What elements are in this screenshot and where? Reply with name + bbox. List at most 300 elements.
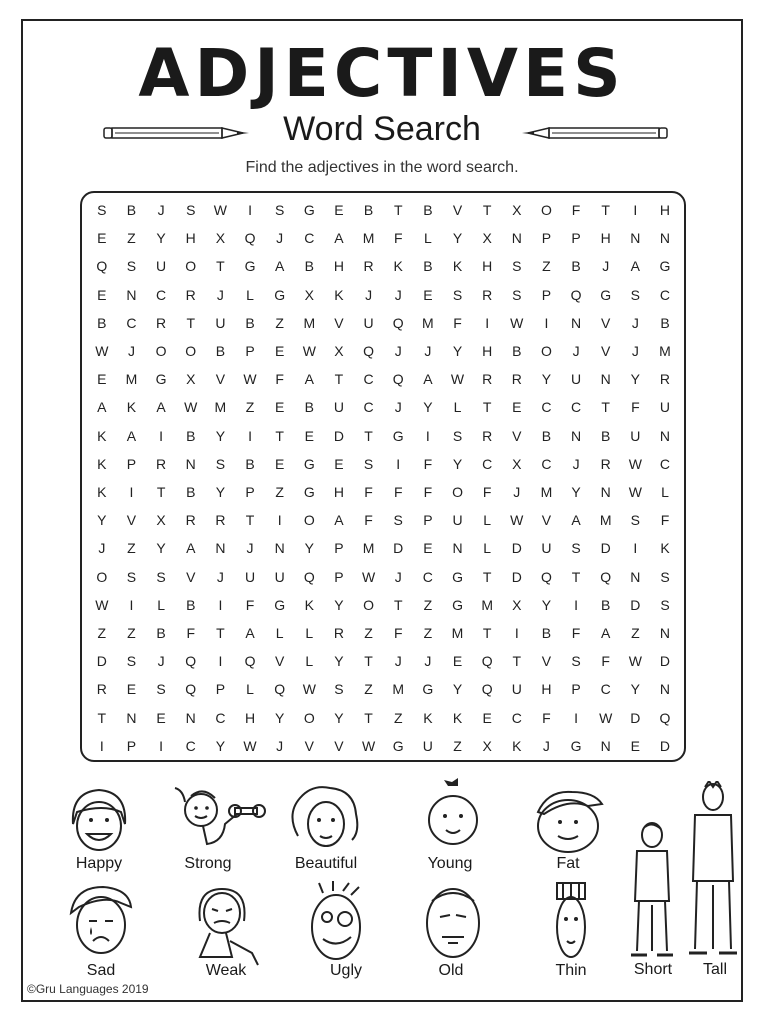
grid-letter[interactable]: J bbox=[216, 286, 224, 303]
grid-letter[interactable]: Q bbox=[392, 314, 404, 331]
grid-letter[interactable]: E bbox=[274, 343, 285, 359]
grid-letter[interactable]: J bbox=[542, 737, 550, 754]
grid-letter[interactable]: I bbox=[574, 596, 579, 613]
grid-letter[interactable]: B bbox=[186, 596, 196, 613]
grid-letter[interactable]: L bbox=[275, 625, 284, 641]
grid-letter[interactable]: V bbox=[601, 343, 611, 359]
grid-letter[interactable]: F bbox=[364, 512, 373, 529]
grid-letter[interactable]: E bbox=[97, 230, 107, 247]
grid-letter[interactable]: K bbox=[97, 427, 107, 444]
grid-letter[interactable]: Q bbox=[274, 681, 286, 698]
grid-letter[interactable]: E bbox=[97, 371, 107, 388]
grid-letter[interactable]: A bbox=[126, 427, 137, 444]
grid-letter[interactable]: P bbox=[215, 681, 226, 698]
grid-letter[interactable]: R bbox=[482, 427, 493, 444]
grid-letter[interactable]: M bbox=[422, 314, 434, 331]
grid-letter[interactable]: J bbox=[394, 286, 402, 303]
grid-letter[interactable]: C bbox=[482, 455, 493, 472]
grid-letter[interactable]: O bbox=[363, 596, 375, 613]
grid-letter[interactable]: Y bbox=[452, 681, 463, 698]
grid-letter[interactable]: Z bbox=[453, 737, 462, 754]
grid-letter[interactable]: V bbox=[541, 512, 552, 529]
grid-letter[interactable]: I bbox=[544, 314, 549, 331]
grid-letter[interactable]: R bbox=[156, 455, 167, 472]
grid-letter[interactable]: Q bbox=[392, 371, 404, 388]
grid-letter[interactable]: C bbox=[659, 286, 671, 303]
grid-letter[interactable]: W bbox=[302, 681, 316, 698]
grid-letter[interactable]: W bbox=[243, 371, 257, 388]
grid-letter[interactable]: E bbox=[274, 399, 285, 416]
grid-letter[interactable]: H bbox=[244, 709, 256, 726]
grid-letter[interactable]: Z bbox=[97, 625, 107, 641]
grid-letter[interactable]: V bbox=[601, 314, 611, 331]
grid-letter[interactable]: S bbox=[363, 455, 374, 472]
grid-letter[interactable]: F bbox=[275, 371, 284, 388]
grid-letter[interactable]: E bbox=[334, 455, 344, 472]
grid-letter[interactable]: M bbox=[362, 230, 375, 247]
grid-letter[interactable]: F bbox=[423, 455, 433, 472]
grid-letter[interactable]: Z bbox=[364, 681, 373, 698]
grid-letter[interactable]: B bbox=[156, 625, 166, 641]
grid-letter[interactable]: Z bbox=[275, 314, 284, 331]
grid-letter[interactable]: G bbox=[422, 681, 434, 698]
grid-letter[interactable]: V bbox=[334, 737, 344, 754]
grid-letter[interactable]: F bbox=[571, 202, 581, 218]
grid-letter[interactable]: X bbox=[156, 512, 166, 529]
grid-letter[interactable]: C bbox=[571, 399, 582, 416]
grid-letter[interactable]: J bbox=[572, 343, 580, 359]
grid-letter[interactable]: P bbox=[423, 512, 433, 529]
grid-letter[interactable]: E bbox=[423, 286, 433, 303]
grid-letter[interactable]: I bbox=[633, 202, 638, 218]
grid-letter[interactable]: M bbox=[599, 512, 612, 529]
grid-letter[interactable]: I bbox=[129, 484, 134, 500]
grid-letter[interactable]: K bbox=[334, 286, 344, 303]
grid-letter[interactable]: U bbox=[215, 314, 226, 331]
grid-letter[interactable]: V bbox=[215, 371, 226, 388]
grid-letter[interactable]: S bbox=[334, 681, 344, 698]
grid-letter[interactable]: O bbox=[185, 258, 197, 275]
grid-letter[interactable]: F bbox=[482, 484, 492, 500]
grid-letter[interactable]: W bbox=[361, 568, 376, 585]
grid-letter[interactable]: Y bbox=[334, 653, 344, 670]
grid-letter[interactable]: F bbox=[186, 625, 196, 641]
grid-letter[interactable]: S bbox=[571, 540, 581, 557]
grid-letter[interactable]: U bbox=[156, 258, 167, 275]
grid-letter[interactable]: I bbox=[396, 455, 401, 472]
grid-letter[interactable]: H bbox=[600, 230, 611, 247]
grid-letter[interactable]: O bbox=[155, 343, 167, 359]
grid-letter[interactable]: I bbox=[514, 625, 519, 641]
grid-letter[interactable]: F bbox=[393, 625, 403, 641]
grid-letter[interactable]: G bbox=[659, 258, 671, 275]
grid-letter[interactable]: A bbox=[156, 399, 166, 416]
grid-letter[interactable]: Y bbox=[541, 371, 552, 388]
grid-letter[interactable]: E bbox=[512, 399, 522, 416]
grid-letter[interactable]: Y bbox=[423, 399, 433, 416]
grid-letter[interactable]: B bbox=[245, 314, 255, 331]
grid-letter[interactable]: E bbox=[97, 286, 107, 303]
grid-letter[interactable]: I bbox=[277, 512, 282, 529]
grid-letter[interactable]: W bbox=[510, 314, 524, 331]
grid-letter[interactable]: I bbox=[485, 314, 490, 331]
grid-letter[interactable]: W bbox=[628, 653, 642, 670]
grid-letter[interactable]: G bbox=[303, 202, 315, 218]
grid-letter[interactable]: G bbox=[155, 371, 167, 388]
grid-letter[interactable]: Y bbox=[571, 484, 581, 500]
grid-letter[interactable]: N bbox=[274, 540, 285, 557]
grid-letter[interactable]: M bbox=[303, 314, 316, 331]
grid-letter[interactable]: U bbox=[244, 568, 256, 585]
grid-letter[interactable]: X bbox=[512, 202, 522, 218]
grid-letter[interactable]: S bbox=[512, 286, 522, 303]
grid-letter[interactable]: S bbox=[126, 258, 137, 275]
grid-letter[interactable]: Q bbox=[540, 568, 552, 585]
grid-letter[interactable]: C bbox=[659, 455, 671, 472]
grid-letter[interactable]: W bbox=[243, 737, 257, 754]
grid-letter[interactable]: J bbox=[276, 737, 284, 754]
grid-letter[interactable]: T bbox=[393, 202, 403, 218]
grid-letter[interactable]: Y bbox=[215, 427, 226, 444]
grid-letter[interactable]: H bbox=[185, 230, 196, 247]
grid-letter[interactable]: E bbox=[334, 202, 344, 218]
grid-letter[interactable]: T bbox=[482, 568, 492, 585]
grid-letter[interactable]: G bbox=[452, 568, 463, 585]
grid-letter[interactable]: Z bbox=[423, 596, 433, 613]
grid-letter[interactable]: X bbox=[512, 596, 522, 613]
grid-letter[interactable]: Q bbox=[96, 258, 108, 275]
grid-letter[interactable]: Y bbox=[630, 371, 641, 388]
grid-letter[interactable]: N bbox=[600, 371, 611, 388]
grid-letter[interactable]: W bbox=[510, 512, 524, 529]
grid-letter[interactable]: H bbox=[482, 343, 493, 359]
grid-letter[interactable]: A bbox=[304, 371, 314, 388]
grid-letter[interactable]: N bbox=[571, 427, 582, 444]
grid-letter[interactable]: Z bbox=[127, 625, 136, 641]
grid-letter[interactable]: N bbox=[659, 681, 671, 698]
grid-letter[interactable]: O bbox=[452, 484, 463, 500]
grid-letter[interactable]: U bbox=[452, 512, 463, 529]
grid-letter[interactable]: S bbox=[452, 286, 463, 303]
grid-letter[interactable]: E bbox=[156, 709, 166, 726]
grid-letter[interactable]: N bbox=[630, 568, 641, 585]
grid-letter[interactable]: I bbox=[159, 737, 164, 754]
grid-letter[interactable]: R bbox=[482, 286, 493, 303]
grid-letter[interactable]: K bbox=[304, 596, 314, 613]
grid-letter[interactable]: O bbox=[96, 568, 108, 585]
grid-letter[interactable]: W bbox=[302, 343, 316, 359]
grid-letter[interactable]: J bbox=[276, 230, 284, 247]
grid-letter[interactable]: R bbox=[215, 512, 226, 529]
grid-letter[interactable]: F bbox=[453, 314, 462, 331]
grid-letter[interactable]: T bbox=[393, 596, 403, 613]
grid-letter[interactable]: A bbox=[245, 625, 255, 641]
grid-letter[interactable]: X bbox=[482, 737, 492, 754]
grid-letter[interactable]: N bbox=[600, 737, 611, 754]
grid-letter[interactable]: L bbox=[483, 540, 492, 557]
grid-letter[interactable]: N bbox=[659, 625, 671, 641]
grid-letter[interactable]: G bbox=[303, 484, 315, 500]
grid-letter[interactable]: D bbox=[511, 568, 522, 585]
grid-letter[interactable]: B bbox=[245, 455, 255, 472]
grid-letter[interactable]: J bbox=[394, 343, 402, 359]
grid-letter[interactable]: I bbox=[218, 596, 223, 613]
grid-letter[interactable]: S bbox=[452, 427, 463, 444]
grid-letter[interactable]: L bbox=[305, 653, 314, 670]
grid-letter[interactable]: F bbox=[364, 484, 373, 500]
grid-letter[interactable]: T bbox=[512, 653, 522, 670]
grid-letter[interactable]: U bbox=[274, 568, 285, 585]
grid-letter[interactable]: U bbox=[511, 681, 522, 698]
grid-letter[interactable]: L bbox=[453, 399, 462, 416]
grid-letter[interactable]: X bbox=[512, 455, 522, 472]
grid-letter[interactable]: V bbox=[452, 202, 463, 218]
grid-letter[interactable]: D bbox=[333, 427, 344, 444]
grid-letter[interactable]: A bbox=[97, 399, 107, 416]
grid-letter[interactable]: T bbox=[186, 314, 196, 331]
grid-letter[interactable]: T bbox=[364, 653, 373, 670]
grid-letter[interactable]: O bbox=[185, 343, 197, 359]
grid-letter[interactable]: N bbox=[126, 286, 137, 303]
grid-letter[interactable]: I bbox=[574, 709, 579, 726]
grid-letter[interactable]: S bbox=[156, 681, 166, 698]
grid-letter[interactable]: Y bbox=[97, 512, 107, 529]
grid-letter[interactable]: Y bbox=[452, 343, 463, 359]
grid-letter[interactable]: T bbox=[334, 371, 344, 388]
grid-letter[interactable]: Y bbox=[334, 709, 344, 726]
grid-letter[interactable]: U bbox=[363, 314, 374, 331]
grid-letter[interactable]: U bbox=[422, 737, 433, 754]
grid-letter[interactable]: E bbox=[126, 681, 137, 698]
grid-letter[interactable]: V bbox=[304, 737, 314, 754]
grid-letter[interactable]: S bbox=[97, 202, 107, 218]
grid-letter[interactable]: A bbox=[334, 512, 344, 529]
grid-letter[interactable]: W bbox=[450, 371, 465, 388]
grid-letter[interactable]: T bbox=[601, 202, 610, 218]
grid-letter[interactable]: V bbox=[334, 314, 344, 331]
grid-letter[interactable]: F bbox=[423, 484, 433, 500]
grid-letter[interactable]: W bbox=[599, 709, 613, 726]
grid-letter[interactable]: F bbox=[660, 512, 670, 529]
grid-letter[interactable]: P bbox=[126, 737, 137, 754]
grid-letter[interactable]: Y bbox=[274, 709, 285, 726]
grid-letter[interactable]: C bbox=[541, 399, 552, 416]
grid-letter[interactable]: M bbox=[392, 681, 405, 698]
grid-letter[interactable]: I bbox=[99, 737, 104, 754]
grid-letter[interactable]: P bbox=[541, 230, 552, 247]
grid-letter[interactable]: G bbox=[600, 286, 612, 303]
grid-letter[interactable]: A bbox=[630, 258, 641, 275]
grid-letter[interactable]: K bbox=[452, 709, 463, 726]
grid-letter[interactable]: P bbox=[571, 681, 581, 698]
grid-letter[interactable]: X bbox=[304, 286, 314, 303]
grid-letter[interactable]: I bbox=[248, 427, 252, 444]
grid-letter[interactable]: U bbox=[541, 540, 552, 557]
grid-letter[interactable]: C bbox=[600, 681, 611, 698]
grid-letter[interactable]: H bbox=[333, 258, 344, 275]
grid-letter[interactable]: O bbox=[303, 512, 315, 529]
grid-letter[interactable]: S bbox=[512, 258, 522, 275]
grid-letter[interactable]: S bbox=[274, 202, 285, 218]
grid-letter[interactable]: S bbox=[215, 455, 226, 472]
grid-letter[interactable]: P bbox=[541, 286, 552, 303]
grid-letter[interactable]: J bbox=[98, 540, 106, 557]
grid-letter[interactable]: R bbox=[511, 371, 522, 388]
grid-letter[interactable]: N bbox=[630, 230, 641, 247]
grid-letter[interactable]: F bbox=[571, 625, 581, 641]
grid-letter[interactable]: B bbox=[126, 202, 137, 218]
grid-letter[interactable]: A bbox=[274, 258, 285, 275]
grid-letter[interactable]: P bbox=[245, 343, 255, 359]
grid-letter[interactable]: I bbox=[218, 653, 223, 670]
grid-letter[interactable]: N bbox=[659, 230, 671, 247]
grid-letter[interactable]: C bbox=[541, 455, 552, 472]
grid-letter[interactable]: B bbox=[186, 427, 196, 444]
grid-letter[interactable]: B bbox=[571, 258, 581, 275]
grid-letter[interactable]: S bbox=[660, 596, 670, 613]
grid-letter[interactable]: B bbox=[601, 427, 611, 444]
grid-letter[interactable]: T bbox=[156, 484, 166, 500]
grid-letter[interactable]: P bbox=[126, 455, 137, 472]
grid-letter[interactable]: L bbox=[483, 512, 492, 529]
grid-letter[interactable]: J bbox=[246, 540, 254, 557]
grid-letter[interactable]: F bbox=[631, 399, 640, 416]
grid-letter[interactable]: Y bbox=[452, 455, 463, 472]
grid-letter[interactable]: J bbox=[631, 343, 639, 359]
grid-letter[interactable]: N bbox=[452, 540, 463, 557]
grid-letter[interactable]: Z bbox=[275, 484, 284, 500]
grid-letter[interactable]: O bbox=[303, 709, 315, 726]
grid-letter[interactable]: N bbox=[185, 709, 196, 726]
grid-letter[interactable]: T bbox=[482, 202, 492, 218]
grid-letter[interactable]: O bbox=[540, 202, 552, 218]
grid-letter[interactable]: G bbox=[274, 286, 286, 303]
grid-letter[interactable]: T bbox=[216, 258, 225, 275]
grid-letter[interactable]: T bbox=[482, 399, 492, 416]
grid-letter[interactable]: B bbox=[304, 258, 314, 275]
grid-letter[interactable]: B bbox=[423, 202, 433, 218]
grid-letter[interactable]: D bbox=[630, 709, 641, 726]
grid-letter[interactable]: Y bbox=[452, 230, 463, 247]
grid-letter[interactable]: T bbox=[364, 709, 373, 726]
grid-letter[interactable]: F bbox=[245, 596, 255, 613]
grid-letter[interactable]: P bbox=[245, 484, 255, 500]
grid-letter[interactable]: S bbox=[126, 653, 137, 670]
grid-letter[interactable]: B bbox=[304, 399, 314, 416]
grid-letter[interactable]: V bbox=[541, 653, 552, 670]
grid-letter[interactable]: K bbox=[423, 709, 433, 726]
grid-letter[interactable]: E bbox=[423, 540, 433, 557]
grid-letter[interactable]: C bbox=[363, 371, 374, 388]
grid-letter[interactable]: U bbox=[333, 399, 344, 416]
grid-letter[interactable]: R bbox=[659, 371, 671, 388]
grid-letter[interactable]: K bbox=[452, 258, 463, 275]
grid-letter[interactable]: E bbox=[452, 653, 463, 670]
grid-letter[interactable]: I bbox=[129, 596, 134, 613]
grid-letter[interactable]: F bbox=[393, 484, 403, 500]
grid-letter[interactable]: G bbox=[244, 258, 256, 275]
grid-letter[interactable]: Y bbox=[334, 596, 344, 613]
grid-letter[interactable]: S bbox=[126, 568, 137, 585]
grid-letter[interactable]: V bbox=[512, 427, 522, 444]
grid-letter[interactable]: H bbox=[659, 202, 671, 218]
grid-letter[interactable]: J bbox=[602, 258, 610, 275]
grid-letter[interactable]: B bbox=[541, 427, 552, 444]
grid-letter[interactable]: Q bbox=[481, 681, 493, 698]
grid-letter[interactable]: K bbox=[126, 399, 137, 416]
grid-letter[interactable]: R bbox=[482, 371, 493, 388]
grid-letter[interactable]: W bbox=[628, 484, 642, 500]
grid-letter[interactable]: V bbox=[126, 512, 137, 529]
grid-letter[interactable]: Q bbox=[244, 653, 256, 670]
grid-letter[interactable]: T bbox=[482, 625, 492, 641]
grid-letter[interactable]: I bbox=[425, 427, 430, 444]
grid-letter[interactable]: Z bbox=[393, 709, 403, 726]
grid-letter[interactable]: Q bbox=[659, 709, 671, 726]
grid-letter[interactable]: Y bbox=[630, 681, 641, 698]
grid-letter[interactable]: K bbox=[660, 540, 670, 557]
grid-letter[interactable]: R bbox=[156, 314, 167, 331]
grid-letter[interactable]: Q bbox=[185, 653, 197, 670]
grid-letter[interactable]: K bbox=[393, 258, 403, 275]
grid-letter[interactable]: M bbox=[659, 343, 671, 359]
grid-letter[interactable]: J bbox=[365, 286, 373, 303]
grid-letter[interactable]: K bbox=[97, 484, 107, 500]
grid-letter[interactable]: N bbox=[126, 709, 137, 726]
grid-letter[interactable]: C bbox=[156, 286, 167, 303]
grid-letter[interactable]: B bbox=[512, 343, 522, 359]
grid-letter[interactable]: Y bbox=[215, 484, 226, 500]
grid-letter[interactable]: J bbox=[424, 653, 432, 670]
grid-letter[interactable]: A bbox=[601, 625, 611, 641]
grid-letter[interactable]: K bbox=[512, 737, 522, 754]
grid-letter[interactable]: B bbox=[186, 484, 196, 500]
grid-letter[interactable]: R bbox=[363, 258, 374, 275]
grid-letter[interactable]: M bbox=[125, 371, 138, 388]
grid-letter[interactable]: B bbox=[601, 596, 611, 613]
grid-letter[interactable]: G bbox=[303, 455, 315, 472]
grid-letter[interactable]: B bbox=[97, 314, 107, 331]
grid-letter[interactable]: X bbox=[186, 371, 196, 388]
grid-letter[interactable]: Q bbox=[570, 286, 582, 303]
grid-letter[interactable]: T bbox=[275, 427, 284, 444]
grid-letter[interactable]: V bbox=[274, 653, 285, 670]
grid-letter[interactable]: Y bbox=[156, 230, 166, 247]
grid-letter[interactable]: Q bbox=[303, 568, 315, 585]
grid-letter[interactable]: R bbox=[333, 625, 344, 641]
grid-letter[interactable]: Z bbox=[423, 625, 433, 641]
grid-letter[interactable]: K bbox=[97, 455, 107, 472]
grid-letter[interactable]: J bbox=[157, 202, 165, 218]
grid-letter[interactable]: Y bbox=[156, 540, 166, 557]
grid-letter[interactable]: W bbox=[95, 343, 109, 359]
grid-letter[interactable]: G bbox=[392, 427, 404, 444]
grid-letter[interactable]: E bbox=[482, 709, 492, 726]
grid-letter[interactable]: J bbox=[157, 653, 165, 670]
grid-letter[interactable]: Q bbox=[481, 653, 493, 670]
grid-letter[interactable]: A bbox=[571, 512, 581, 529]
grid-letter[interactable]: V bbox=[186, 568, 196, 585]
grid-letter[interactable]: U bbox=[659, 399, 671, 416]
grid-letter[interactable]: I bbox=[159, 427, 164, 444]
grid-letter[interactable]: D bbox=[96, 653, 107, 670]
grid-letter[interactable]: M bbox=[481, 596, 493, 613]
grid-letter[interactable]: J bbox=[572, 455, 580, 472]
grid-letter[interactable]: R bbox=[185, 512, 196, 529]
grid-letter[interactable]: T bbox=[216, 625, 225, 641]
grid-letter[interactable]: Z bbox=[364, 625, 373, 641]
grid-letter[interactable]: M bbox=[214, 399, 227, 416]
